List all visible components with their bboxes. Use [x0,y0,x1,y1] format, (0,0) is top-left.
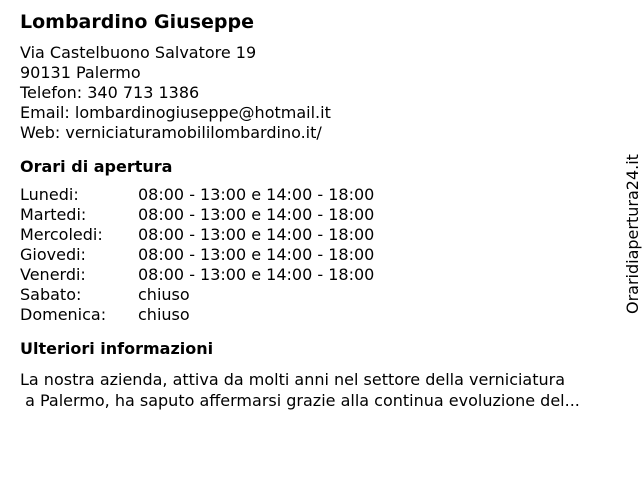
hours-day-label: Venerdi: [20,265,86,284]
hours-day-label: Domenica: [20,305,107,324]
hours-row-sunday [20,305,620,325]
address-line-street: Via Castelbuono Salvatore 19 [20,43,257,62]
hours-row-tuesday [20,205,620,225]
hours-time-value: chiuso [138,285,190,304]
hours-time-value: 08:00 - 13:00 e 14:00 - 18:00 [138,245,375,264]
phone-text: Telefon: 340 713 1386 [20,83,200,102]
opening-hours-table [20,185,620,325]
contact-block [20,43,620,143]
hours-day-label: Sabato: [20,285,82,304]
hours-day-label: Giovedi: [20,245,86,264]
opening-hours-title: Orari di apertura [20,157,173,176]
address-line-city: 90131 Palermo [20,63,141,82]
hours-row-monday [20,185,620,205]
hours-day-label: Martedi: [20,205,87,224]
hours-row-wednesday [20,225,620,245]
web-text: Web: verniciaturamobililombardino.it/ [20,123,322,142]
hours-time-value: 08:00 - 13:00 e 14:00 - 18:00 [138,225,375,244]
hours-row-thursday [20,245,620,265]
business-card [20,9,620,411]
hours-time-value: 08:00 - 13:00 e 14:00 - 18:00 [138,185,375,204]
hours-day-label: Mercoledi: [20,225,103,244]
more-info-title: Ulteriori informazioni [20,339,214,358]
hours-row-friday [20,265,620,285]
hours-time-value: chiuso [138,305,190,324]
watermark-text: Oraridiapertura24.it [623,154,642,314]
more-info-text [20,369,620,411]
email-text: Email: lombardinogiuseppe@hotmail.it [20,103,331,122]
hours-time-value: 08:00 - 13:00 e 14:00 - 18:00 [138,205,375,224]
business-name: Lombardino Giuseppe [20,11,254,33]
hours-row-saturday [20,285,620,305]
more-info-line: a Palermo, ha saputo affermarsi grazie alla continua evoluzione del... [20,391,580,410]
hours-time-value: 08:00 - 13:00 e 14:00 - 18:00 [138,265,375,284]
more-info-line: La nostra azienda, attiva da molti anni nel settore della verniciatura [20,370,566,389]
hours-day-label: Lunedi: [20,185,79,204]
